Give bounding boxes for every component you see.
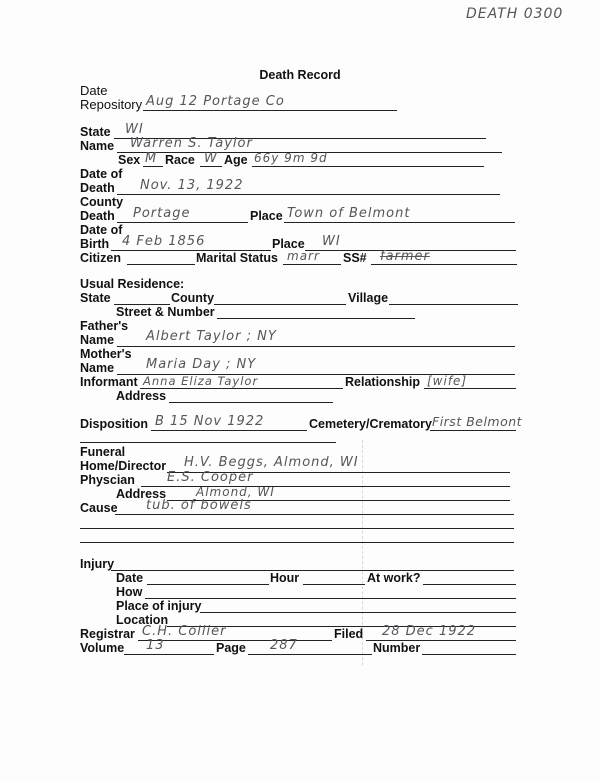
- value-volume: 13: [146, 638, 165, 653]
- line-residence-county: [214, 304, 346, 305]
- label-relationship: Relationship: [345, 375, 421, 389]
- line-cause-3: [80, 542, 514, 543]
- label-informant: Informant: [80, 375, 138, 389]
- label-home-director: Home/Director: [80, 459, 167, 473]
- line-page: [248, 654, 372, 655]
- value-occupation: farmer: [380, 249, 430, 264]
- label-residence-state: State: [80, 291, 111, 305]
- line-cause: [115, 514, 514, 515]
- value-death-place: Town of Belmont: [287, 206, 411, 221]
- label-injury: Injury: [80, 557, 115, 571]
- line-sex: [143, 166, 163, 167]
- value-physician-address: Almond, WI: [196, 485, 275, 499]
- label-village: Village: [348, 291, 389, 305]
- value-father-name: Albert Taylor ; NY: [146, 329, 277, 344]
- label-ss: SS#: [343, 251, 367, 265]
- value-marital-status: marr: [287, 249, 320, 263]
- line-ss: [371, 264, 517, 265]
- line-marital-status: [283, 264, 341, 265]
- label-page: Page: [216, 641, 246, 655]
- line-death-place: [284, 222, 515, 223]
- value-birth-place: WI: [322, 234, 341, 249]
- line-disposition: [151, 430, 307, 431]
- label-marital-status: Marital Status: [196, 251, 278, 265]
- label-death: Death: [80, 181, 115, 195]
- value-relationship: [wife]: [427, 374, 468, 388]
- label-fathers: Father's: [80, 319, 129, 333]
- line-race: [200, 166, 222, 167]
- line-cemetery: [430, 430, 516, 431]
- label-name: Name: [80, 139, 115, 153]
- line-father-name: [117, 346, 515, 347]
- line-citizen: [127, 264, 195, 265]
- value-registrar: C.H. Collier: [142, 624, 227, 639]
- value-repository: Aug 12 Portage Co: [146, 94, 285, 109]
- label-funeral: Funeral: [80, 445, 126, 459]
- line-injury: [111, 570, 514, 571]
- value-race: W: [204, 151, 218, 166]
- label-birth-place: Place: [272, 237, 305, 251]
- line-hour: [303, 584, 365, 585]
- label-residence-county: County: [171, 291, 215, 305]
- label-at-work: At work?: [367, 571, 421, 585]
- line-street-number: [217, 318, 415, 319]
- label-mothers: Mother's: [80, 347, 132, 361]
- line-death-date: [117, 194, 500, 195]
- label-death-place: Place: [250, 209, 283, 223]
- value-cause: tub. of bowels: [146, 498, 252, 513]
- line-disposition-extra: [80, 442, 336, 443]
- value-informant: Anna Eliza Taylor: [143, 374, 259, 388]
- label-registrar: Registrar: [80, 627, 135, 641]
- line-at-work: [423, 584, 516, 585]
- label-number: Number: [373, 641, 421, 655]
- line-age: [252, 166, 484, 167]
- label-birth: Birth: [80, 237, 110, 251]
- value-sex: M: [145, 151, 158, 166]
- value-death-date: Nov. 13, 1922: [140, 178, 244, 193]
- label-street-number: Street & Number: [116, 305, 215, 319]
- line-volume: [124, 654, 214, 655]
- value-filed: 28 Dec 1922: [382, 624, 477, 639]
- label-cemetery: Cemetery/Crematory: [309, 417, 432, 431]
- label-state: State: [80, 125, 111, 139]
- label-race: Race: [165, 153, 195, 167]
- value-page: 287: [270, 638, 298, 653]
- label-date: Date: [80, 83, 108, 98]
- line-number: [422, 654, 516, 655]
- label-location: Location: [116, 613, 169, 627]
- label-cause: Cause: [80, 501, 118, 515]
- value-physician: E.S. Cooper: [167, 470, 254, 485]
- label-date-of-death: Date of: [80, 167, 123, 181]
- line-county: [117, 222, 248, 223]
- label-filed: Filed: [334, 627, 364, 641]
- value-cemetery: First Belmont: [432, 414, 523, 429]
- label-informant-address: Address: [116, 389, 167, 403]
- label-disposition: Disposition: [80, 417, 149, 431]
- page-title: Death Record: [259, 68, 341, 82]
- label-age: Age: [224, 153, 248, 167]
- label-how: How: [116, 585, 143, 599]
- label-repository: Repository: [80, 97, 143, 112]
- value-name: Warren S. Taylor: [130, 136, 253, 151]
- label-citizen: Citizen: [80, 251, 121, 265]
- line-injury-date: [147, 584, 269, 585]
- label-county: County: [80, 195, 124, 209]
- value-disposition: B 15 Nov 1922: [155, 414, 265, 429]
- value-state: WI: [125, 122, 144, 137]
- document-id: DEATH 0300: [466, 6, 564, 22]
- value-birth-date: 4 Feb 1856: [122, 234, 206, 249]
- label-physician: Physcian: [80, 473, 135, 487]
- label-place-of-injury: Place of injury: [116, 599, 202, 613]
- line-repository: [143, 110, 397, 111]
- label-mother-name: Name: [80, 361, 115, 375]
- line-cause-2: [80, 528, 514, 529]
- value-funeral-director: H.V. Beggs, Almond, WI: [184, 455, 359, 470]
- label-father-name: Name: [80, 333, 115, 347]
- line-informant-address: [169, 402, 333, 403]
- line-place-of-injury: [200, 612, 516, 613]
- label-volume: Volume: [80, 641, 125, 655]
- value-county: Portage: [133, 206, 191, 221]
- label-sex: Sex: [118, 153, 141, 167]
- value-mother-name: Maria Day ; NY: [146, 357, 257, 372]
- label-date-of-birth: Date of: [80, 223, 123, 237]
- label-hour: Hour: [270, 571, 300, 585]
- line-village: [389, 304, 518, 305]
- label-usual-residence: Usual Residence:: [80, 277, 185, 291]
- label-physician-address: Address: [116, 487, 167, 501]
- label-county-death: Death: [80, 209, 115, 223]
- label-injury-date: Date: [116, 571, 144, 585]
- value-age: 66y 9m 9d: [254, 151, 328, 165]
